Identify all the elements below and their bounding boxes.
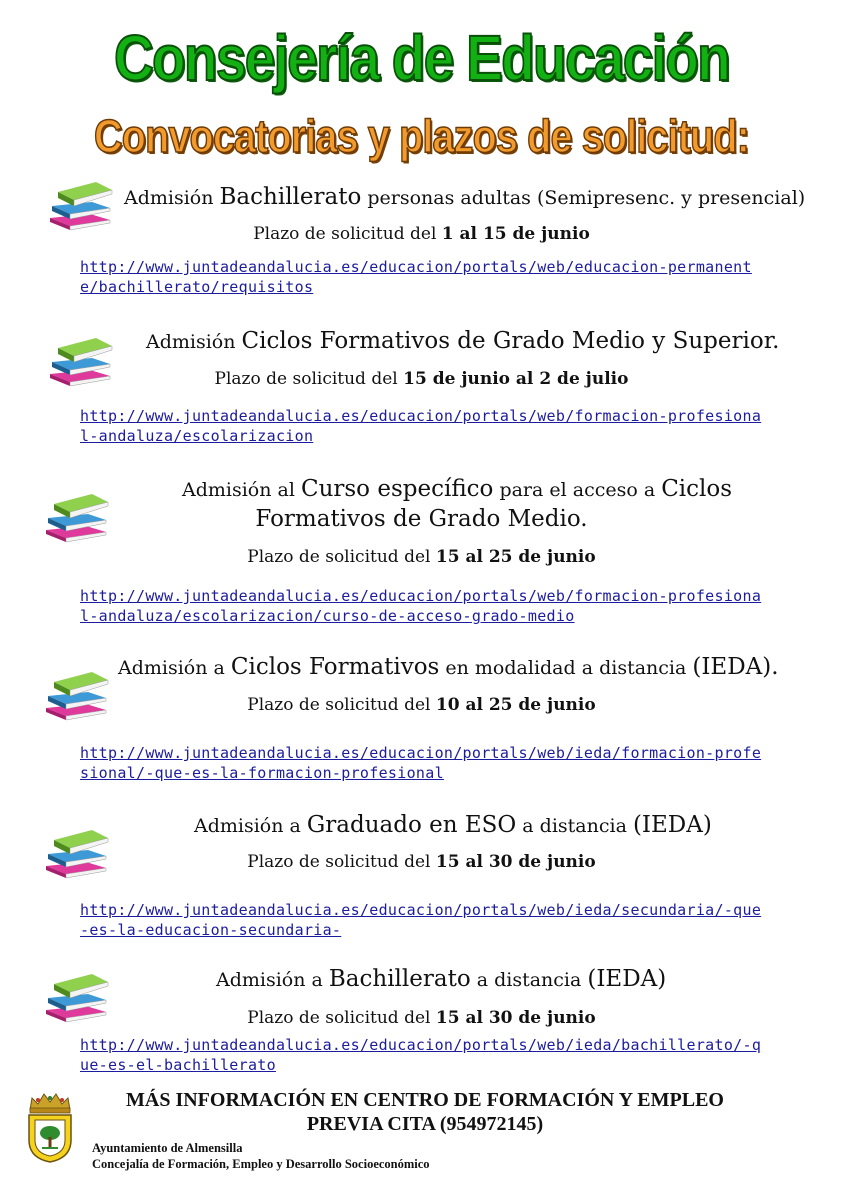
item-4-link[interactable]: http://www.juntadeandalucia.es/educacion/portals/web/ieda/formacion-profesional/-que-es-la-formacion-profesional: [80, 744, 762, 782]
footer-org-line-2: Concejalía de Formación, Empleo y Desarrollo Socioeconómico: [92, 1157, 430, 1171]
item-1-link[interactable]: http://www.juntadeandalucia.es/educacion/portals/web/educacion-permanente/bachillerato/requisitos: [80, 258, 752, 296]
footer-info-line-2: PREVIA CITA (954972145): [306, 1113, 544, 1135]
item-2-link[interactable]: http://www.juntadeandalucia.es/educacion/portals/web/formacion-profesional-andaluza/escolarizacion: [80, 407, 762, 445]
item-6-title: Admisión a Bachillerato a distancia (IEDA): [216, 966, 667, 992]
item-6-deadline: Plazo de solicitud del 15 al 30 de junio: [247, 1008, 596, 1028]
item-2-deadline: Plazo de solicitud del 15 de junio al 2 de julio: [214, 369, 629, 389]
item-4-title: Admisión a Ciclos Formativos en modalidad a distancia (IEDA).: [118, 654, 779, 680]
item-1-title: Admisión Bachillerato personas adultas (Semipresenc. y presencial): [124, 184, 806, 210]
item-3-title: Admisión al Curso específico para el acceso a Ciclos: [182, 476, 733, 502]
page-subtitle: Convocatorias y plazos de solicitud:: [94, 110, 749, 162]
item-3-title-line-2: Formativos de Grado Medio.: [255, 506, 588, 532]
footer-info-line-1: MÁS INFORMACIÓN EN CENTRO DE FORMACIÓN Y EMPLEO: [126, 1089, 724, 1111]
item-5-deadline: Plazo de solicitud del 15 al 30 de junio: [247, 852, 596, 872]
footer-org-line-1: Ayuntamiento de Almensilla: [92, 1141, 243, 1155]
item-6-link[interactable]: http://www.juntadeandalucia.es/educacion/portals/web/ieda/bachillerato/-que-es-el-bachillerato: [80, 1036, 762, 1074]
page-title: Consejería de Educación: [113, 22, 730, 94]
item-5-link[interactable]: http://www.juntadeandalucia.es/educacion/portals/web/ieda/secundaria/-que-es-la-educacion-secundaria-: [80, 901, 762, 939]
item-1-deadline: Plazo de solicitud del 1 al 15 de junio: [253, 224, 590, 244]
municipal-crest-icon: [24, 1088, 76, 1164]
item-3-link[interactable]: http://www.juntadeandalucia.es/educacion/portals/web/formacion-profesional-andaluza/escolarizacion/curso-de-acceso-grado-medio: [80, 587, 762, 625]
item-2-title: Admisión Ciclos Formativos de Grado Medio y Superior.: [146, 328, 780, 354]
item-5-title: Admisión a Graduado en ESO a distancia (IEDA): [194, 812, 712, 838]
item-3-deadline: Plazo de solicitud del 15 al 25 de junio: [247, 547, 596, 567]
item-4-deadline: Plazo de solicitud del 10 al 25 de junio: [247, 695, 596, 715]
